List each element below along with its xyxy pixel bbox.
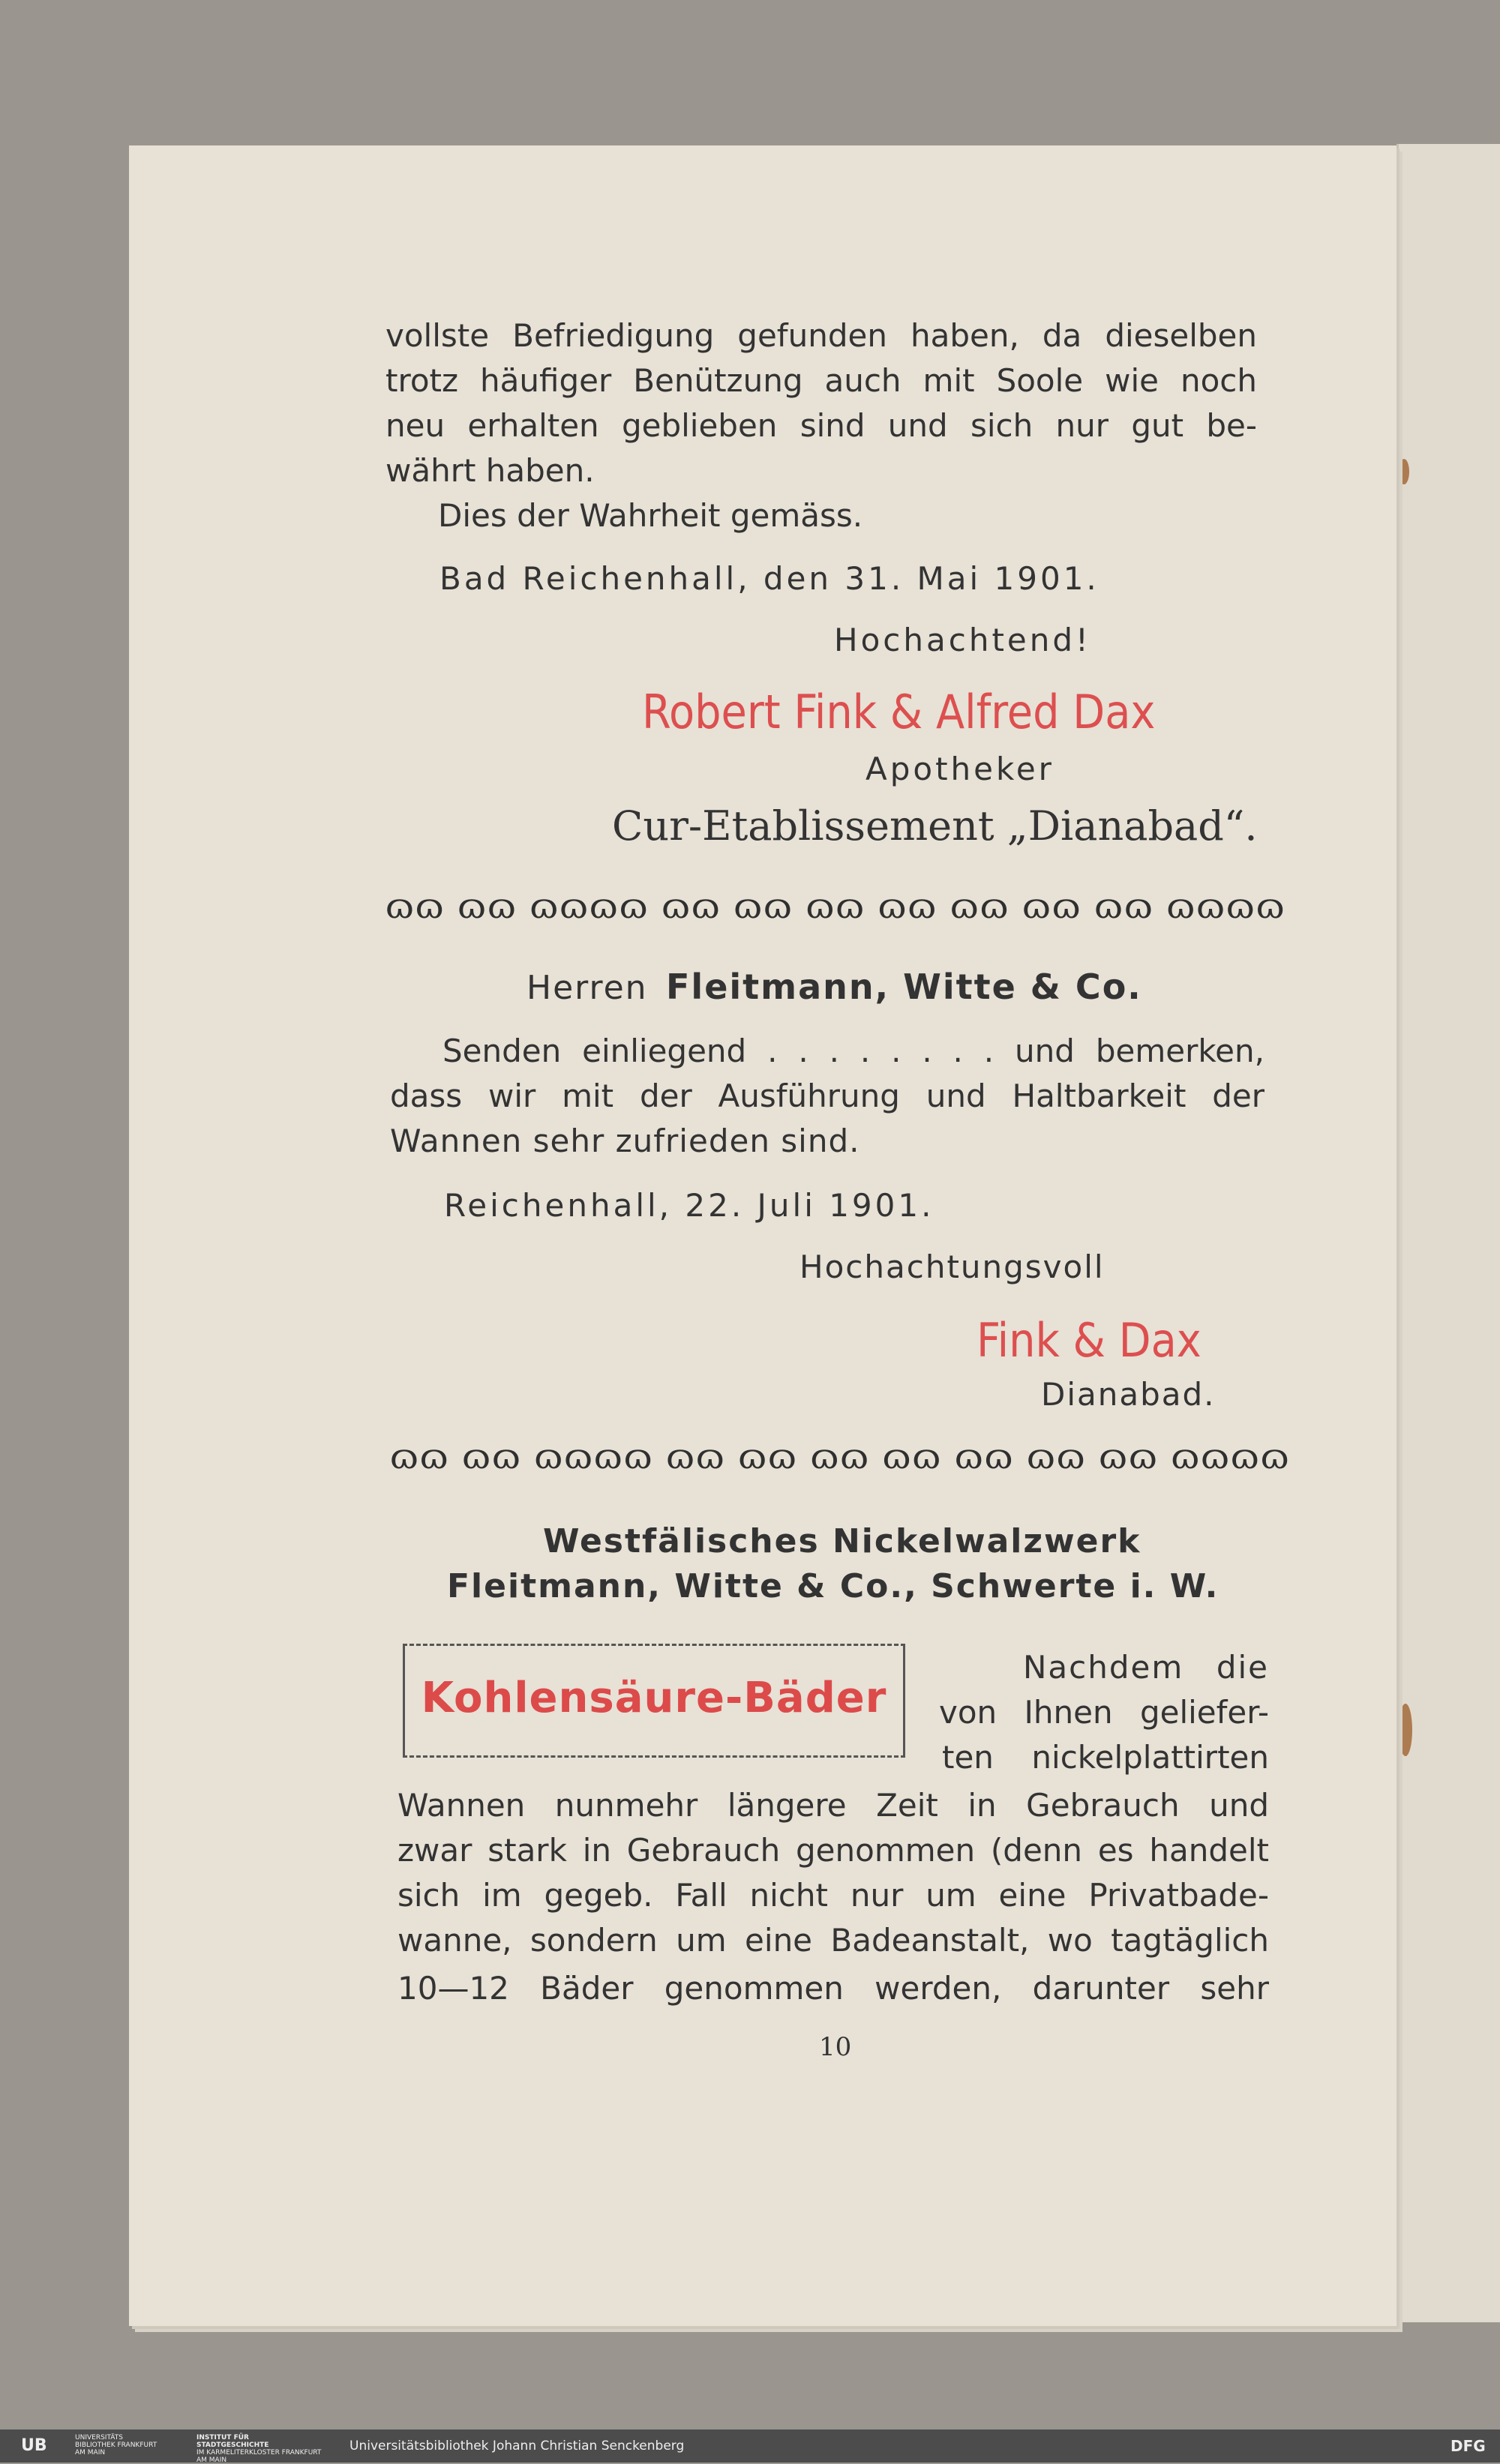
ub-logo[interactable]: UB (21, 2436, 47, 2455)
signatory-location: Dianabad. (1041, 1376, 1216, 1413)
library-credit-link[interactable]: Universitätsbibliothek Johann Christian Senckenberg (350, 2439, 685, 2454)
body-line: Senden einliegend . . . . . . . . und bemerken, (442, 1033, 1264, 1069)
advert-box (403, 1644, 905, 1758)
body-line: ten nickelplattirten (942, 1739, 1269, 1776)
salutation-name (666, 964, 1142, 1009)
institute-title: INSTITUT FÜR STADTGESCHICHTE (196, 2434, 269, 2449)
body-line: dass wir mit der Ausführung und Haltbarkeit der (390, 1078, 1264, 1114)
page-number: 10 (819, 2032, 852, 2062)
body-line: von Ihnen geliefer- (939, 1694, 1269, 1731)
body-line: zwar stark in Gebrauch genommen (denn es handelt (398, 1832, 1269, 1869)
body-line: Nachdem die (1023, 1649, 1269, 1686)
signatory-role: Apotheker (866, 751, 1054, 787)
body-line: Wannen sehr zufrieden sind. (390, 1123, 860, 1159)
dfg-logo[interactable]: DFG (1450, 2437, 1486, 2455)
body-line: Dies der Wahrheit gemäss. (438, 497, 863, 534)
institute-subtitle: IM KARMELITERKLOSTER FRANKFURT AM MAIN (196, 2449, 322, 2464)
ub-label: UNIVERSITÄTS BIBLIOTHEK FRANKFURT AM MAIN (75, 2434, 158, 2457)
body-line: sich im gegeb. Fall nicht nur um eine Privatbade- (398, 1877, 1269, 1914)
decorative-ornament-divider: ɷɷ ɷɷ ɷɷɷɷ ɷɷ ɷɷ ɷɷ ɷɷ ɷɷ ɷɷ ɷɷ ɷɷɷɷ (386, 886, 1286, 926)
advert-title: Kohlensäure-Bäder (421, 1674, 887, 1722)
place-date: Reichenhall, 22. Juli 1901. (444, 1187, 934, 1224)
page-stain (1399, 1704, 1412, 1756)
company-heading (543, 1519, 1141, 1564)
signature-red: Robert Fink & Alfred Dax (642, 685, 1156, 739)
body-line: 10—12 Bäder genommen werden, darunter sehr (398, 1970, 1269, 2007)
digitization-footer-bar (0, 2430, 1500, 2463)
page-stain (1399, 459, 1409, 484)
company-heading (447, 1564, 1219, 1609)
body-line: wanne, sondern um eine Badeanstalt, wo tagtäglich (398, 1922, 1269, 1959)
body-line: neu erhalten geblieben sind und sich nur gut be- (386, 407, 1257, 444)
facing-page-edge (1396, 144, 1500, 2322)
company-name-bold: Fleitmann, Witte & Co. (666, 967, 1142, 1007)
body-line: Wannen nunmehr längere Zeit in Gebrauch und (398, 1787, 1269, 1824)
decorative-ornament-divider: ɷɷ ɷɷ ɷɷɷɷ ɷɷ ɷɷ ɷɷ ɷɷ ɷɷ ɷɷ ɷɷ ɷɷɷɷ (390, 1436, 1291, 1476)
body-line: vollste Befriedigung gefunden haben, da dieselben (386, 317, 1257, 354)
greeting: Hochachtungsvoll (800, 1248, 1105, 1285)
place-date: Bad Reichenhall, den 31. Mai 1901. (440, 560, 1100, 597)
heading-bold: Westfälisches Nickelwalzwerk (543, 1522, 1142, 1560)
signature-red: Fink & Dax (976, 1313, 1202, 1368)
establishment-name: Cur-Etablissement „Dianabad“. (612, 802, 1258, 850)
body-line: trotz häufiger Benützung auch mit Soole wie noch (386, 362, 1257, 399)
greeting: Hochachtend! (834, 622, 1091, 658)
heading-bold: Fleitmann, Witte & Co., Schwerte i. W. (447, 1567, 1220, 1605)
salutation-prefix: Herren (526, 969, 648, 1007)
body-line: währt haben. (386, 452, 595, 489)
